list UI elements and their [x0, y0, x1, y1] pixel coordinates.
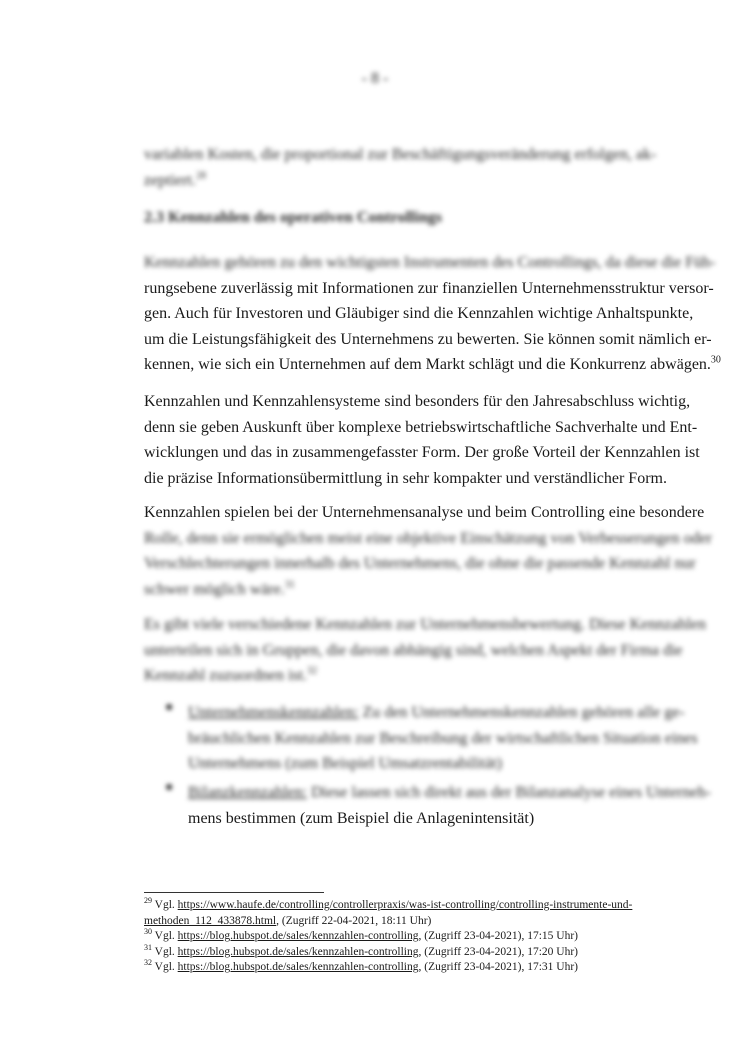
text-line-blurred [144, 577, 680, 603]
text-line: Kennzahlen spielen bei der Unternehmensanalyse und beim Controlling eine besondere [144, 504, 705, 521]
footnote-suffix: , (Zugriff 23-04-2021), 17:20 Uhr) [418, 945, 578, 958]
footnote-31 [144, 942, 684, 961]
text-line: denn sie geben Auskunft über komplexe betriebswirtschaftliche Sachverhalte und Ent- [144, 418, 698, 436]
paragraph-1 [144, 250, 721, 378]
text-line-blurred: Kennzahlen gehören zu den wichtigsten Instrumenten des Controllings, da diese die Füh- [144, 254, 716, 271]
text-line: Es gibt viele verschiedene Kennzahlen zur Unternehmensbewertung. Diese Kennzahlen [144, 616, 706, 633]
footnote-ref: 30 [710, 354, 721, 366]
text-line-blurred: Verschlechterungen innerhalb des Unternehmens, die ohne die passende Kennzahl nur [144, 555, 696, 572]
text-line: Unternehmens (zum Beispiel Umsatzrentabilität) [188, 755, 503, 772]
footnote-ref: 31 [284, 579, 295, 591]
footnote-link[interactable]: https://www.haufe.de/controlling/controllerpraxis/was-ist-controlling/controlling-instrumente-und- [177, 899, 633, 911]
top-paragraph [144, 142, 680, 193]
footnote-ref: 32 [307, 665, 318, 677]
footnote-prefix: Vgl. [154, 945, 178, 958]
text-line: variablen Kosten, die proportional zur Beschäftigungsveränderung erfolgen, ak- [144, 146, 657, 163]
text-line [188, 700, 685, 726]
footnote-suffix: , (Zugriff 22-04-2021, 18:11 Uhr) [276, 914, 432, 927]
text-line: gen. Auch für Investoren und Gläubiger sind die Kennzahlen wichtige Anhaltspunkte, [144, 305, 694, 322]
footnote-30 [144, 929, 684, 945]
text-line: um die Leistungsfähigkeit des Unternehmens zu bewerten. Sie können somit nämlich er- [144, 330, 712, 348]
footnote-number: 31 [144, 942, 152, 952]
text-line: wicklungen und das in zusammengefasster Form. Der große Vorteil der Kennzahlen ist [144, 444, 700, 461]
text-line: die präzise Informationsübermittlung in sehr kompakter und verständlicher Form. [144, 469, 667, 487]
text-line: rungsebene zuverlässig mit Informationen zur finanziellen Unternehmensstruktur versor- [144, 279, 714, 297]
paragraph-2 [144, 389, 700, 491]
text-line: bräuchlichen Kennzahlen zur Beschreibung der wirtschaftlichen Situation eines [188, 729, 698, 747]
footnote-separator [144, 892, 324, 893]
footnote-link[interactable]: https://blog.hubspot.de/sales/kennzahlen-controlling [177, 945, 419, 958]
footnote-suffix: , (Zugriff 23-04-2021), 17:31 Uhr) [418, 961, 578, 973]
bullet-item [188, 700, 698, 777]
text-line: unterteilen sich in Gruppen, die davon abhängig sind, welchen Aspekt der Firma die [144, 641, 683, 659]
text-line [144, 168, 680, 194]
section-heading: 2.3 Kennzahlen des operativen Controllings [144, 209, 442, 226]
text-line: mens bestimmen (zum Beispiel die Anlagenintensität) [188, 809, 535, 827]
footnote-32 [144, 960, 684, 976]
text-line [144, 663, 680, 689]
footnote-suffix: , (Zugriff 23-04-2021), 17:15 Uhr) [418, 930, 578, 942]
text-line: Kennzahlen und Kennzahlensysteme sind besonders für den Jahresabschluss wichtig, [144, 393, 691, 410]
paragraph-3 [144, 500, 712, 602]
page-number: - 8 - [361, 70, 389, 87]
footnote-link[interactable]: methoden_112_433878.html [144, 914, 277, 927]
bullet-item [188, 780, 711, 831]
footnote-link[interactable]: https://blog.hubspot.de/sales/kennzahlen-controlling [177, 930, 419, 942]
footnote-number: 30 [144, 927, 152, 937]
footnote-link[interactable]: https://blog.hubspot.de/sales/kennzahlen-controlling [177, 961, 419, 973]
footnote-ref: 28 [195, 170, 206, 182]
text-line-part: Zu den Unternehmenskennzahlen gehören alle ge- [358, 704, 685, 721]
text-line-part: zeptiert. [144, 171, 196, 189]
text-line-part: Kennzahl zuzuordnen ist. [144, 667, 308, 684]
footnote-prefix: Vgl. [154, 961, 178, 973]
footnotes [144, 898, 684, 976]
footnote-number: 32 [144, 958, 152, 968]
bullet-term: Bilanzkennzahlen: [188, 784, 308, 801]
footnote-number: 29 [144, 896, 152, 906]
text-line-part: kennen, wie sich ein Unternehmen auf dem Markt schlägt und die Konkurrenz abwägen. [144, 356, 711, 373]
bullet-term: Unternehmenskennzahlen: [188, 704, 359, 721]
footnote-prefix: Vgl. [154, 899, 178, 911]
bullet-icon: ● [165, 780, 174, 795]
bullet-icon: ● [165, 700, 174, 715]
footnote-29-cont [144, 914, 684, 930]
text-line-blurred: Rolle, denn sie ermöglichen meist eine objektive Einschätzung von Verbesserungen oder [144, 529, 712, 547]
text-line [144, 352, 721, 378]
text-line-part: schwer möglich wäre. [144, 580, 285, 598]
text-line-part: Diese lassen sich direkt aus der Bilanzanalyse eines Unterneh- [307, 784, 711, 801]
paragraph-4 [144, 612, 706, 689]
footnote-prefix: Vgl. [154, 930, 178, 942]
text-line-blurred [188, 780, 711, 806]
footnote-29 [144, 898, 684, 914]
